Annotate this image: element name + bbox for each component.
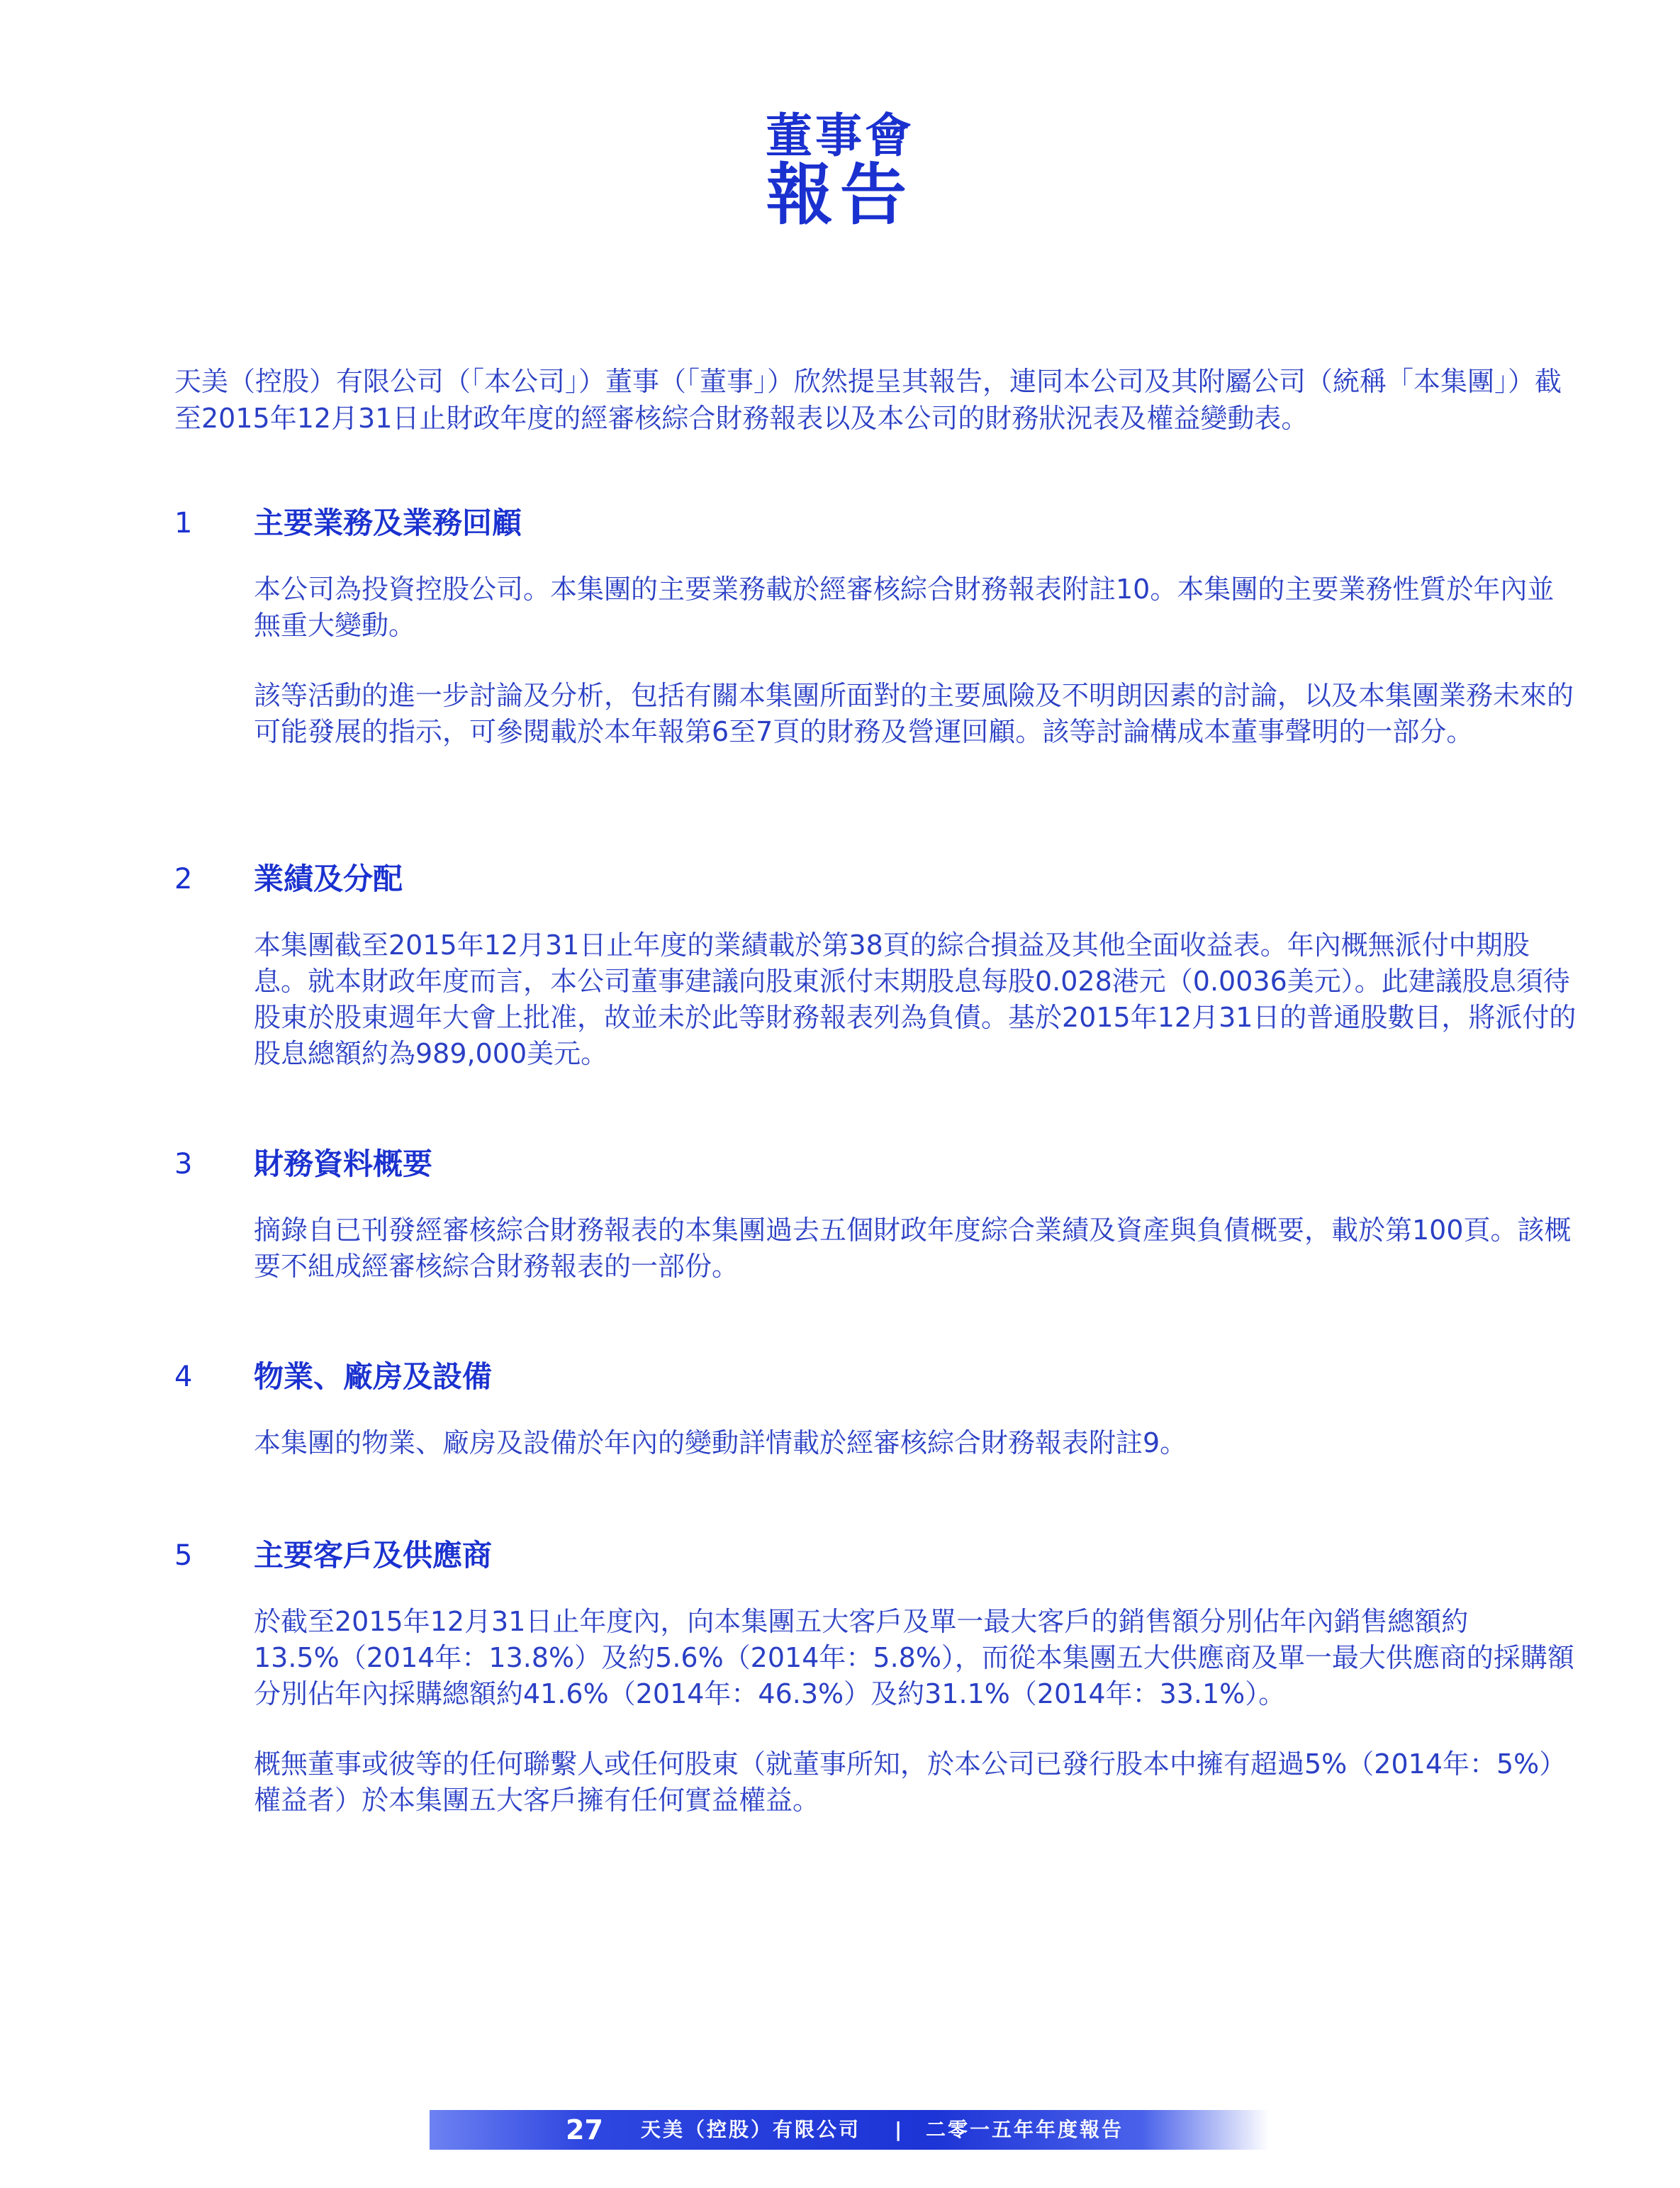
section-number: 2 xyxy=(174,863,193,895)
page-title-line1: 董事會 xyxy=(766,108,914,163)
section-paragraph: 本公司為投資控股公司。本集團的主要業務載於經審核綜合財務報表附註10。本集團的主要業務性質於年內並無重大變動。 xyxy=(254,574,1555,641)
section-number: 3 xyxy=(174,1148,193,1180)
section-title: 主要客戶及供應商 xyxy=(254,1538,493,1573)
section-2 xyxy=(174,859,1578,1106)
section-5 xyxy=(174,1536,1578,1853)
section-3 xyxy=(174,1144,1578,1319)
page-title-line2: 報告 xyxy=(766,157,914,234)
section-paragraph: 本集團截至2015年12月31日止年度的業績載於第38頁的綜合損益及其他全面收益表。年內概無派付中期股息。就本財政年度而言，本公司董事建議向股東派付末期股息每股0.028港元（0.0036美元）。此建議股息須待股東於股東週年大會上批准，故並未於此等財務報表列為負債。基於2015年12月31日的普通股數目，將派付的股息總額約為989,000美元。 xyxy=(254,930,1577,1069)
footer-report-name: 二零一五年年度報告 xyxy=(926,2118,1124,2141)
section-title: 物業、廠房及設備 xyxy=(254,1359,493,1394)
section-1 xyxy=(174,503,1578,784)
section-number: 1 xyxy=(174,507,193,540)
section-paragraph: 本集團的物業、廠房及設備於年內的變動詳情載於經審核綜合財務報表附註9。 xyxy=(254,1427,1187,1458)
section-number: 5 xyxy=(174,1539,193,1572)
footer-company-name: 天美（控股）有限公司 xyxy=(641,2118,861,2141)
section-title: 主要業務及業務回顧 xyxy=(254,506,522,540)
section-title: 財務資料概要 xyxy=(254,1146,433,1181)
section-header xyxy=(174,1536,1578,1575)
section-4 xyxy=(174,1357,1578,1495)
section-paragraph: 該等活動的進一步討論及分析，包括有關本集團所面對的主要風險及不明朗因素的討論，以及本集團業務未來的可能發展的指示，可參閱載於本年報第6至7頁的財務及營運回顧。該等討論構成本董事聲明的一部分。 xyxy=(254,680,1574,747)
page-number: 27 xyxy=(566,2114,603,2145)
section-header xyxy=(174,1144,1578,1184)
section-header xyxy=(174,1357,1578,1397)
footer-bar xyxy=(430,2110,1269,2150)
section-title: 業績及分配 xyxy=(254,861,403,896)
section-number: 4 xyxy=(174,1361,193,1393)
section-header xyxy=(174,503,1578,543)
section-paragraph: 摘錄自已刊發經審核綜合財務報表的本集團過去五個財政年度綜合業績及資產與負債概要，載於第100頁。該概要不組成經審核綜合財務報表的一部份。 xyxy=(254,1215,1572,1282)
section-paragraph: 概無董事或彼等的任何聯繫人或任何股東（就董事所知，於本公司已發行股本中擁有超過5%（2014年：5%）權益者）於本集團五大客戶擁有任何實益權益。 xyxy=(254,1748,1567,1816)
intro-paragraph: 天美（控股）有限公司（「本公司」）董事（「董事」）欣然提呈其報告，連同本公司及其附屬公司（統稱「本集團」）截至2015年12月31日止財政年度的經審核綜合財務報表以及本公司的財務狀況表及權益變動表。 xyxy=(174,366,1562,434)
section-header xyxy=(174,859,1578,899)
section-paragraph: 於截至2015年12月31日止年度內，向本集團五大客戶及單一最大客戶的銷售額分別佔年內銷售總額約13.5%（2014年：13.8%）及約5.6%（2014年：5.8%），而從本集團五大供應商及單一最大供應商的採購額分別佔年內採購總額約41.6%（2014年：46.3%）及約31.1%（2014年：33.1%）。 xyxy=(254,1606,1574,1709)
footer-separator: | xyxy=(895,2118,902,2141)
